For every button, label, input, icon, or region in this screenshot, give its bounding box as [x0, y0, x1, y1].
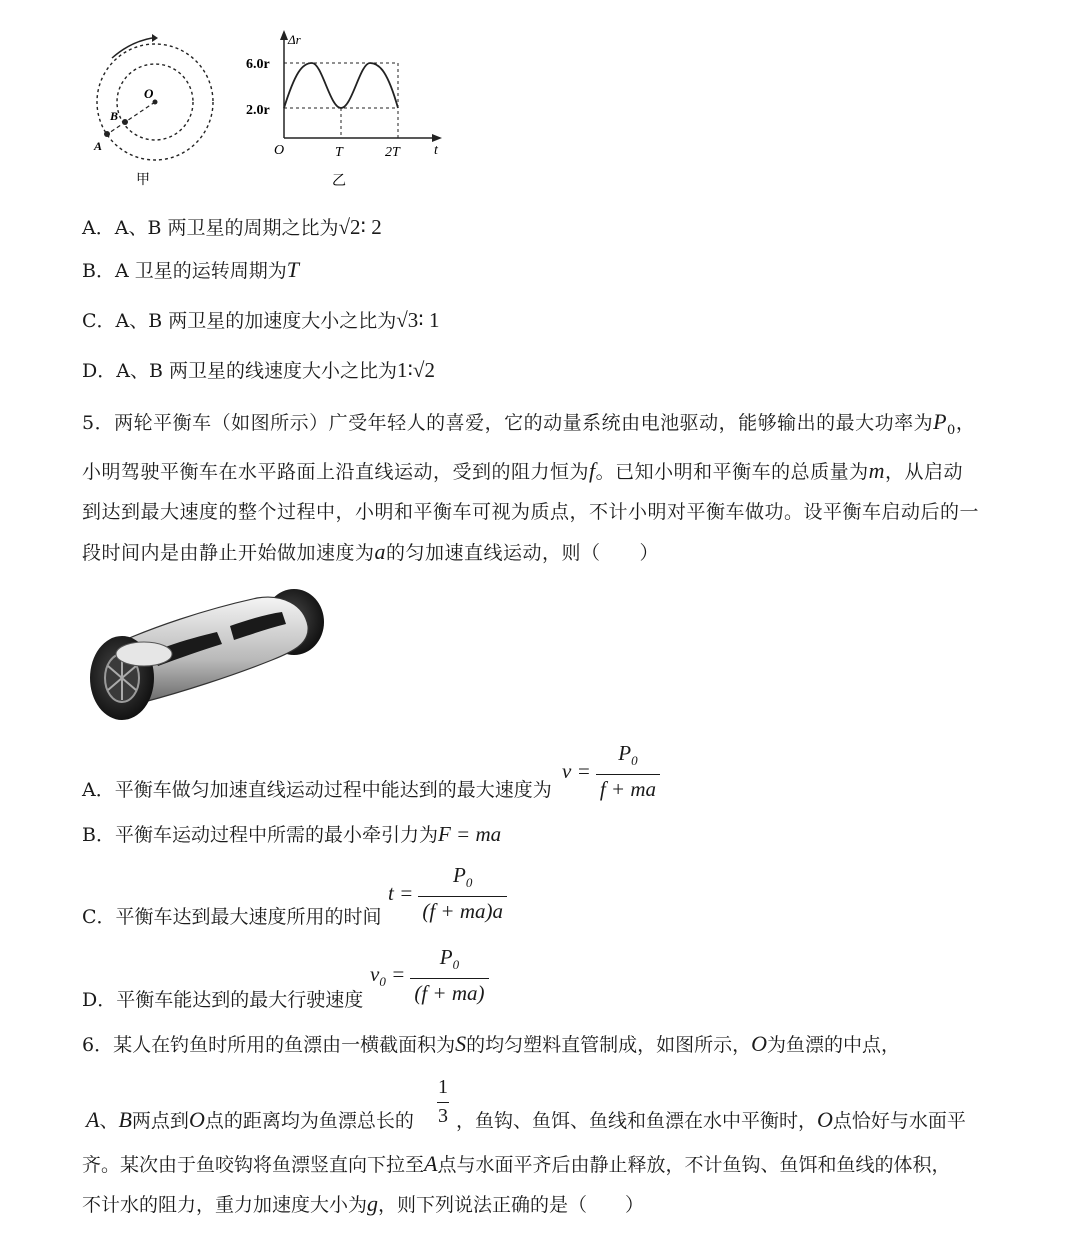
tick-label-high: 6.0r — [246, 57, 270, 72]
satellite-a — [104, 131, 110, 137]
q5-option-b: B．平衡车运动过程中所需的最小牵引力为F = ma — [82, 822, 502, 846]
caption-jia: 甲 — [136, 173, 150, 188]
rotation-arrow — [112, 38, 152, 58]
fraction-a: $\frac{P_0}{f + ma}$ — [596, 740, 660, 803]
label-o: O — [144, 86, 154, 101]
label-a: A — [94, 139, 103, 153]
y-axis-label: Δr — [288, 32, 301, 47]
q4-option-a: A．A、B 两卫星的周期之比为√2∶ 2 — [82, 215, 382, 239]
tick-label-2t: 2T — [385, 145, 400, 160]
q6-line-2: A、B两点到O点的距离均为鱼漂总长的 — [86, 1107, 414, 1132]
fraction-d: $\frac{P_0}{(f + ma)}$ — [410, 944, 488, 1007]
fraction-c: $\frac{P_0}{(f + ma)a}$ — [418, 862, 507, 925]
y-axis-arrow — [280, 30, 288, 40]
satellite-b — [122, 119, 128, 125]
distance-graph-yi — [240, 28, 450, 193]
q5-stem — [82, 402, 982, 573]
label-b: B — [110, 109, 119, 123]
x-axis-arrow — [432, 134, 442, 142]
q6-fraction-one-third: 1 3 — [438, 1076, 448, 1127]
q4-option-b: B．A 卫星的运转周期为T — [82, 257, 299, 282]
q6-line-1: 6．某人在钓鱼时所用的鱼漂由一横截面积为S的均匀塑料直管制成，如图所示，O为鱼漂的中点， — [82, 1031, 901, 1056]
q5-line-2: 小明驾驶平衡车在水平路面上沿直线运动，受到的阻力恒为f。已知小明和平衡车的总质量为m，从启动 — [82, 457, 964, 483]
q6-line-4: 不计水的阻力，重力加速度大小为g，则下列说法正确的是（ ） — [82, 1191, 645, 1216]
rotation-arrow-head — [152, 34, 158, 42]
q6-line-3: 齐。某次由于鱼咬钩将鱼漂竖直向下拉至A点与水面平齐后由静止释放，不计鱼钩、鱼饵和鱼线的体积， — [82, 1151, 951, 1176]
q5-option-d-formula: $v_0$ = $\frac{P_0}{(f + ma)}$ — [370, 944, 489, 1007]
q5-option-c: C．平衡车达到最大速度所用的时间 — [82, 906, 382, 928]
x-axis-label: t — [434, 143, 438, 158]
orbit-figure-jia — [80, 20, 230, 195]
delta-r-curve — [284, 63, 398, 108]
q5-option-a-formula: v = $\frac{P_0}{f + ma}$ — [562, 740, 660, 803]
q5-line-3: 到达到最大速度的整个过程中，小明和平衡车可视为质点，不计小明对平衡车做功。设平衡车启动后的一 — [82, 500, 980, 523]
q4-option-d: D．A、B 两卫星的线速度大小之比为1∶√2 — [82, 358, 435, 382]
q5-line-4: 段时间内是由静止开始做加速度为a的匀加速直线运动，则（ ） — [82, 538, 660, 564]
hoverboard-image — [82, 580, 330, 725]
q5-option-d: D．平衡车能达到的最大行驶速度 — [82, 989, 364, 1011]
origin-label: O — [274, 143, 285, 158]
front-fender — [116, 642, 172, 666]
q5-option-c-formula: t = $\frac{P_0}{(f + ma)a}$ — [388, 862, 507, 925]
tick-label-t: T — [335, 145, 343, 160]
q6-line-2-cont: ，鱼钩、鱼饵、鱼线和鱼漂在水中平衡时，O点恰好与水面平 — [456, 1107, 966, 1132]
q4-option-c: C．A、B 两卫星的加速度大小之比为√3∶ 1 — [82, 308, 440, 332]
caption-yi: 乙 — [332, 174, 346, 189]
q5-option-a: A．平衡车做匀加速直线运动过程中能达到的最大速度为 — [82, 779, 552, 801]
q5-line-1: 5．两轮平衡车（如图所示）广受年轻人的喜爱，它的动量系统由电池驱动，能够输出的最大功率为$P_0$， — [82, 409, 976, 438]
tick-label-low: 2.0r — [246, 103, 270, 118]
